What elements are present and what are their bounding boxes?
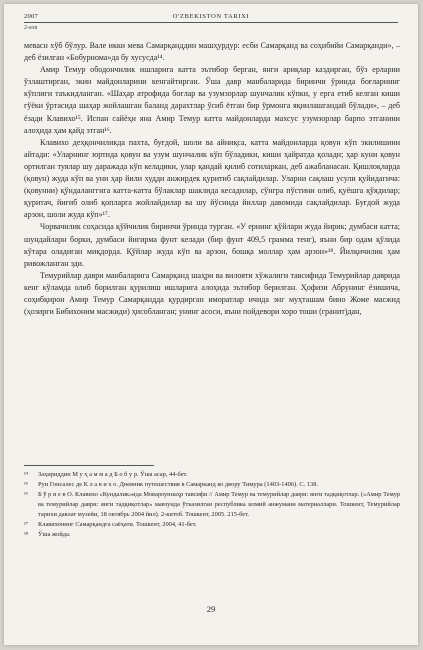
footnote-number: ¹⁵ — [24, 481, 29, 488]
paragraph: Темурийлар даври манбаларига Самарқанд шаҳри ва вилояти хўжалиги тавсифида Темурийлар даврида кенг кўламда олиб борилган қурилиш ишларига алоҳида эътибор берилган. Ҳофизи Абрунинг ёзишича, соҳибқирон Амир Темур Самарқандда қурдирган иморатлар ичида энг муҳташам бино Жоме масжид (ҳозирги Бибихоним масжиди) ҳисобланган; унинг асоси, яъни пойдевори хоро тоши (гранит)дан, — [24, 270, 400, 317]
page-number: 29 — [206, 604, 216, 614]
footnote-text: Ўша жойда. — [38, 531, 71, 538]
header-rule — [24, 22, 398, 23]
body-text — [24, 40, 400, 318]
paragraph: Амир Темур ободончилик ишларига катта эътибор берган, янги ариқлар каздирган, бўз ерларни ўзлаштирган, экин майдонларини кенгайтирган. Ўша давр манбаларида биринчи ўринда боғларнинг кўплиги таъкидланган. «Шаҳар атрофида боғлар ва узумзорлар шунчалик кўпки, у ерга етиб келган киши гўёки ўртасида шаҳар жойлашган баланд дарахтлар ўсиб ётган бир ўрмонга яқинлашгандай бўлади», – деб ёзади Клавихо¹⁵. Испан сайёҳи яна Амир Темур катта майдонларда махсус узумзорлар барпо этганини алоҳида ҳам қайд этган¹⁶. — [24, 65, 400, 135]
paragraph: мевасн хўб бўлур. Вале икки мева Самарқанддин машҳурдур: есби Самарқанд ва соҳибийи Самарқанди», – деб ёзилган «Бобурнома»да бу хусусда¹⁴. — [24, 41, 400, 63]
footnote-text: Клавихонинг Самарқандга саёҳати. Тошкент, 2004, 41-бет. — [38, 521, 197, 528]
footnote — [24, 480, 400, 490]
footnote-number: ¹⁷ — [24, 521, 29, 528]
footnote-text: Заҳириддин М у ҳ а м м а д Б о б у р. Ўша асар, 44-бет. — [38, 471, 188, 478]
footnote-text: Руи Гонсалес де К л а в и х о. Дневник путешествия в Самарканд ко двору Тимура (1403-1406). С. 138. — [38, 481, 319, 488]
footnote — [24, 470, 400, 480]
header-year: 2007 — [24, 13, 38, 20]
paragraph: Чорвачилик соҳасида қўйчилик биринчи ўринда турган. «У ернинг қўйлари жуда йирик; думбаси катта; шундайларн борки, думбаси йигирма фунт келади (бир фунт 409,5 грамма тенг), яъни бир одам қўлида кўтара оладиган миқдорда. Қўйлар жуда кўп ва арзон, бошқа моллар ҳам арзон»¹⁸. Йилқичилик ҳам ривожланган эди. — [24, 222, 400, 268]
footnote-number: ¹⁶ — [24, 491, 29, 498]
header-issue: 2-son — [24, 25, 38, 31]
paragraph: Клавихо деҳқончиликда пахта, буғдой, шоли ва айниқса, катта майдонларда қовун кўп экилишини айтади: «Уларнинг юртида қовун ва узум шунчалик кўп бўладики, киши ҳайратда қолади; ҳар куни қовун ортилган туялар шу даражада кўп келадики, улар қандай қилиб сотиларкан, деб ажабланасан. Қишлоқларда (қовун) жуда кўп ва уни ҳар йили худди анжирдек қуритиб сақлайдилар. Уларни сақлаш усули қуйидагича: (қовунни) қўндаланггига катта-катта бўлаклар шаклида кесадилар, сўнгра пўстини олиб, қуёшга қўядилар; қуритач, йиғиб олиб қопларга жойлайдилар ва шу йўсинда йиллар давомида сақлайдилар. Буғдой жуда арзон, шоли жуда кўп»¹⁷. — [24, 137, 400, 220]
footnote-number: ¹⁴ — [24, 471, 29, 478]
footnotes — [24, 465, 400, 540]
footnote — [24, 490, 400, 520]
header-title: O'ZBEKISTON TARIXI — [172, 13, 250, 20]
footnote — [24, 530, 400, 540]
footnote-text: Б ў р и е в О. Клавихо «Кундалик»ида Мовароуннаҳр тавсифи // Амир Темур ва темурийлар даври: янги тадқиқотлар. («Амир Темур ва темурийлар даври: янги тадқиқотлар» мавзуида ўтказилган республика илмий анжумани материаллари. Тошкент, Темурийлар тарихи давлат музейи, 18 октябрь 2004 йил). 2-китоб. Тошкент, 2005. 215-бет. — [38, 491, 400, 518]
footnote — [24, 520, 400, 530]
running-header — [24, 13, 398, 23]
footnote-number: ¹⁸ — [24, 531, 29, 538]
document-page — [4, 4, 418, 645]
footnote-rule — [24, 465, 154, 466]
